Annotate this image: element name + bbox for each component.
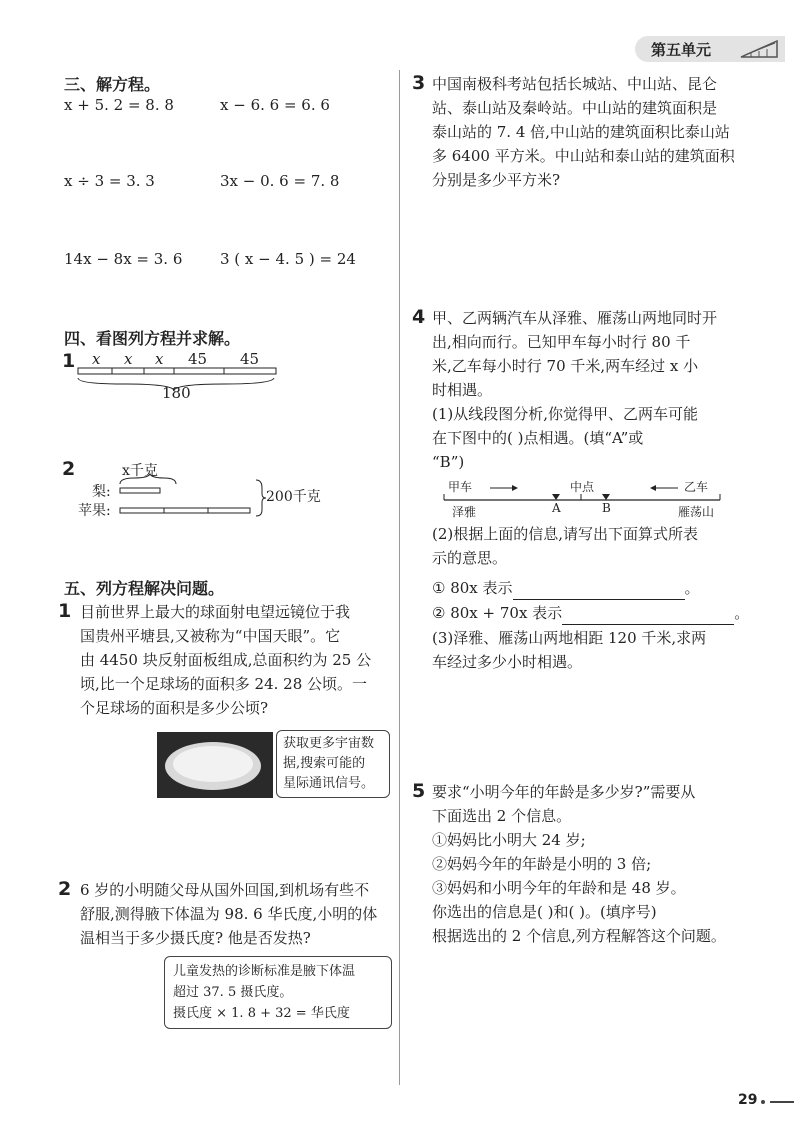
page-number: 29: [738, 1092, 758, 1108]
problem-5-2-number: 2: [58, 878, 72, 900]
equation-5: 14x − 8x = 3. 6: [64, 250, 183, 268]
telescope-photo: [157, 732, 273, 798]
telescope-dish-icon: [157, 732, 273, 798]
point-b-label: B: [602, 501, 611, 515]
equation-2: x − 6. 6 = 6. 6: [220, 96, 330, 114]
segment-x-3: x: [155, 350, 164, 368]
problem-5-4-part3: (3)泽雅、雁荡山两地相距 120 千米,求两 车经过多少小时相遇。: [432, 629, 707, 671]
apple-label: 苹果:: [78, 503, 111, 519]
answer-blank-2[interactable]: [562, 610, 734, 625]
section-3-title: 三、解方程。: [64, 75, 161, 94]
problem-4-1-number: 1: [62, 350, 76, 372]
yandangshan-label: 雁荡山: [678, 505, 715, 519]
equation-1: x + 5. 2 = 8. 8: [64, 96, 174, 114]
pear-weight-label: x千克: [122, 463, 158, 479]
problem-5-3-text: 中国南极科考站包括长城站、中山站、昆仑 站、泰山站及秦岭站。中山站的建筑面积是 泰山站的 7. 4 倍,中山站的建筑面积比泰山站 多 6400 平方米。中山站和泰山站的建筑面积 分别是多少平方米?: [432, 75, 735, 189]
segment-x-1: x: [92, 350, 101, 368]
column-divider: [399, 70, 400, 1085]
section-4-title: 四、看图列方程并求解。: [64, 329, 241, 348]
zeya-label: 泽雅: [452, 505, 477, 519]
unit-tab: [635, 36, 785, 62]
segment-x-2: x: [124, 350, 133, 368]
problem-5-4-part2: (2)根据上面的信息,请写出下面算式所表 示的意思。: [432, 525, 699, 567]
problem-5-5-text: 要求“小明今年的年龄是多少岁?”需要从 下面选出 2 个信息。 ①妈妈比小明大 24 岁; ②妈妈今年的年龄是小明的 3 倍; ③妈妈和小明今年的年龄和是 48 岁。 你选出的信息是( )和( )。(填序号) 根据选出的 2 个信息,列方程解答这个问题。: [432, 783, 726, 945]
midpoint-label: 中点: [570, 480, 595, 494]
car-yi-label: 乙车: [684, 480, 709, 494]
problem-5-5-number: 5: [412, 780, 426, 802]
segment-45-2: 45: [240, 350, 260, 368]
point-a-marker: [552, 494, 560, 500]
total-weight-label: 200千克: [266, 489, 321, 505]
answer-blank-1[interactable]: [513, 585, 685, 600]
unit-label: 第五单元: [651, 41, 712, 59]
equation-4: 3x − 0. 6 = 7. 8: [220, 172, 340, 190]
problem-5-3-number: 3: [412, 72, 426, 94]
answer-line-1: ① 80x 表示 。: [432, 576, 752, 600]
problem-4-2-number: 2: [62, 458, 76, 480]
segment-45-1: 45: [188, 350, 208, 368]
problem-5-4-number: 4: [412, 306, 426, 328]
ruler-icon: [737, 39, 781, 61]
point-a-label: A: [552, 501, 561, 515]
problem-5-1-number: 1: [58, 600, 72, 622]
page-deco-icon: [760, 1098, 796, 1106]
section-5-title: 五、列方程解决问题。: [64, 579, 225, 598]
problem-5-2-text: 6 岁的小明随父母从国外回国,到机场有些不 舒服,测得腋下体温为 98. 6 华氏度,小明的体 温相当于多少摄氏度? 他是否发热?: [80, 881, 378, 947]
segment-total: 180: [162, 384, 191, 402]
fever-note-box: 儿童发热的诊断标准是腋下体温 超过 37. 5 摄氏度。 摄氏度 × 1. 8 + 32 = 华氏度: [164, 956, 392, 1029]
problem-5-4-text: 甲、乙两辆汽车从泽雅、雁荡山两地同时开 出,相向而行。已知甲车每小时行 80 千 米,乙车每小时行 70 千米,两车经过 x 小 时相遇。 (1)从线段图分析,你觉得甲、乙两车可能 在下图中的( )点相遇。(填“A”或 “B”): [432, 309, 718, 471]
answer-line-2: ② 80x + 70x 表示 。: [432, 601, 752, 625]
point-b-marker: [602, 494, 610, 500]
equation-6: 3 ( x − 4. 5 ) = 24: [220, 250, 356, 268]
telescope-bubble: 获取更多宇宙数 据,搜索可能的 星际通讯信号。: [276, 730, 390, 798]
segment-diagram-2: [114, 472, 274, 520]
pear-label: 梨:: [92, 484, 111, 500]
equation-3: x ÷ 3 = 3. 3: [64, 172, 155, 190]
problem-5-1-text: 目前世界上最大的球面射电望远镜位于我 国贵州平塘县,又被称为“中国天眼”。它 由 4450 块反射面板组成,总面积约为 25 公 顷,比一个足球场的面积多 24. 28 公顷。一 个足球场的面积是多少公顷?: [80, 603, 372, 717]
car-jia-label: 甲车: [448, 480, 473, 494]
